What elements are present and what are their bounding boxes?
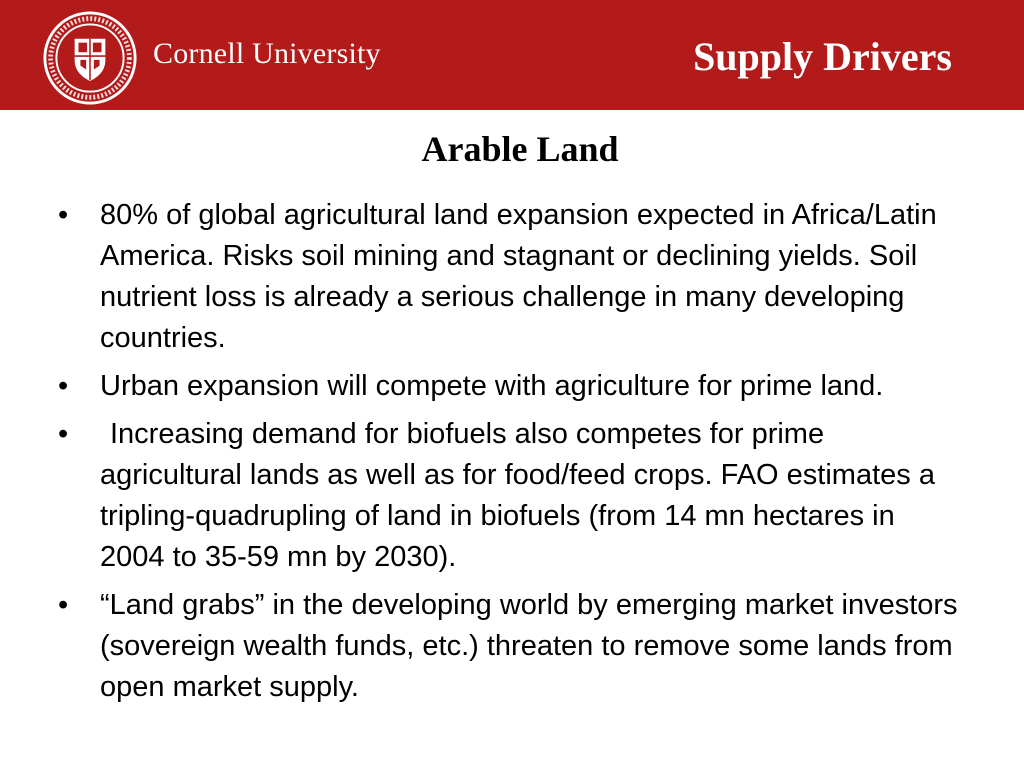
bullet-item <box>56 414 966 578</box>
bullet-item <box>56 195 966 359</box>
bullet-text: “Land grabs” in the developing world by emerging market investors (sovereign wealth funds, etc.) threaten to remove some lands from open market supply. <box>100 589 958 703</box>
bullet-text: Increasing demand for biofuels also competes for prime agricultural lands as well as for food/feed crops. FAO estimates a tripling-quadrupling of land in biofuels (from 14 mn hectares in 2004 to 35-59 mn by 2030). <box>100 418 935 573</box>
bullet-item <box>56 585 966 708</box>
slide-title: Arable Land <box>421 129 619 169</box>
bullet-item <box>56 366 966 407</box>
section-title: Supply Drivers <box>693 34 952 79</box>
bullet-text: Urban expansion will compete with agriculture for prime land. <box>100 370 884 402</box>
bullet-icon: • <box>58 370 69 402</box>
bullet-icon: • <box>58 589 69 621</box>
header-bar <box>0 0 1024 110</box>
bullet-list <box>56 195 966 715</box>
bullet-icon: • <box>58 418 69 450</box>
cornell-seal-logo <box>42 10 138 106</box>
bullet-icon: • <box>58 199 69 231</box>
brand-name: Cornell University <box>153 37 381 70</box>
bullet-text: 80% of global agricultural land expansion expected in Africa/Latin America. Risks soil mining and stagnant or declining yields. Soil nutrient loss is already a serious challenge in many developing countries. <box>100 199 937 354</box>
